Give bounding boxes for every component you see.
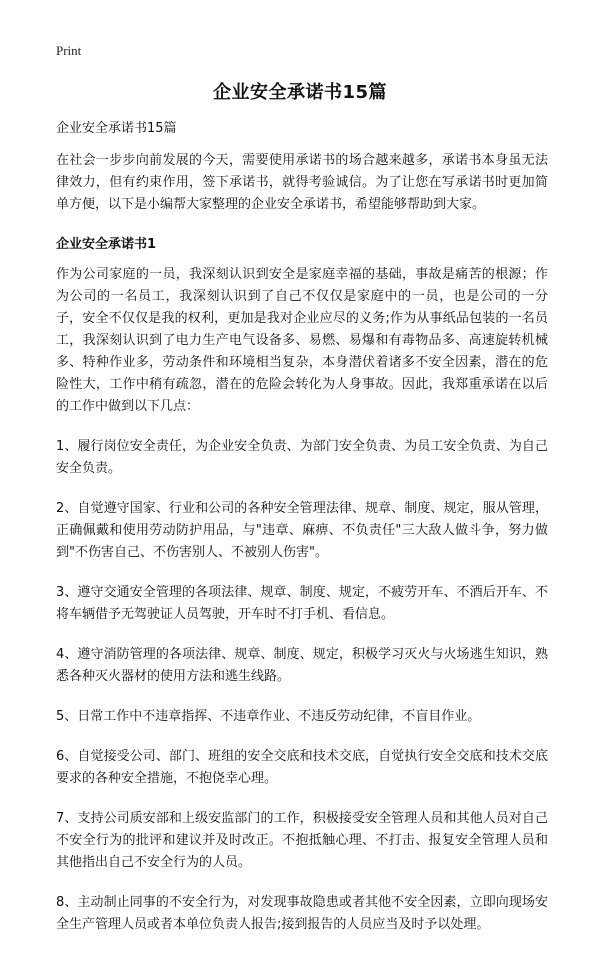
list-item: 4、遵守消防管理的各项法律、规章、制度、规定，积极学习灭火与火场逃生知识，熟悉各种灭火器材的使用方法和逃生线路。: [56, 647, 548, 684]
intro-paragraph: 在社会一步步向前发展的今天，需要使用承诺书的场合越来越多，承诺书本身虽无法律效力，但有约束作用，签下承诺书，就得考验诚信。为了让您在写承诺书时更加简单方便，以下是小编帮大家整理的企业安全承诺书，希望能够帮助到大家。: [56, 153, 548, 212]
list-item: 6、自觉接受公司、部门、班组的安全交底和技术交底，自觉执行安全交底和技术交底要求的各种安全措施，不抱侥幸心理。: [56, 749, 548, 786]
list-item: 3、遵守交通安全管理的各项法律、规章、制度、规定，不疲劳开车、不酒后开车、不将车辆借予无驾驶证人员驾驶，开车时不打手机、看信息。: [56, 585, 548, 622]
list-item: 2、自觉遵守国家、行业和公司的各种安全管理法律、规章、制度、规定，服从管理，正确佩戴和使用劳动防护用品，与"违章、麻痹、不负责任"三大敌人做斗争，努力做到"不伤害自己、不伤害别人、不被别人伤害"。: [56, 501, 548, 560]
list-item: 7、支持公司质安部和上级安监部门的工作，积极接受安全管理人员和其他人员对自己不安全行为的批评和建议并及时改正。不抱抵触心理、不打击、报复安全管理人员和其他指出自己不安全行为的人员。: [56, 811, 548, 870]
document-subtitle: 企业安全承诺书15篇: [56, 121, 177, 136]
print-label: Print: [56, 43, 82, 58]
list-item: 1、履行岗位安全责任，为企业安全负责、为部门安全负责、为员工安全负责、为自己安全负责。: [56, 439, 548, 476]
document-title: 企业安全承诺书15篇: [212, 82, 388, 103]
list-item: 8、主动制止同事的不安全行为，对发现事故隐患或者其他不安全因素，立即向现场安全生产管理人员或者本单位负责人报告;接到报告的人员应当及时予以处理。: [56, 895, 548, 932]
list-item: 5、日常工作中不违章指挥、不违章作业、不违反劳动纪律，不盲目作业。: [56, 709, 481, 724]
section-intro-paragraph: 作为公司家庭的一员，我深刻认识到安全是家庭幸福的基础，事故是痛苦的根源；作为公司的一名员工，我深刻认识到了自己不仅仅是家庭中的一员，也是公司的一分子，安全不仅仅是我的权利，更加是我对企业应尽的义务;作为从事纸品包装的一名员工，我深刻认识到了电力生产电气设备多、易燃、易爆和有毒物品多、高速旋转机械多、特种作业多，劳动条件和环境相当复杂，本身潜伏着诸多不安全因素，潜在的危险性大，工作中稍有疏忽，潜在的危险会转化为人身事故。因此，我郑重承诺在以后的工作中做到以下几点：: [56, 267, 548, 414]
document-body: [56, 118, 548, 954]
section-heading: 企业安全承诺书1: [56, 237, 157, 252]
